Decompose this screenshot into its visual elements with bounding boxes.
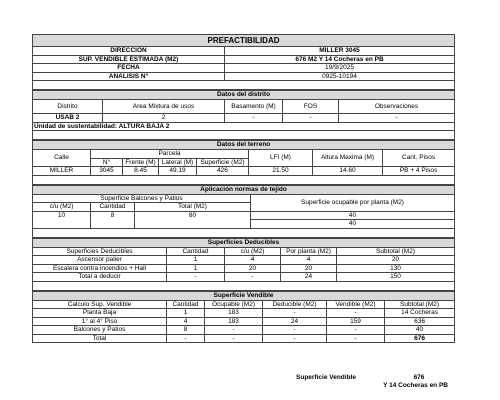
table-cell: Total <box>33 334 167 343</box>
deducibles-table <box>32 238 455 291</box>
table-cell: 183 <box>205 317 263 326</box>
column-header: N° <box>91 158 123 167</box>
table-row <box>33 309 455 318</box>
parcela-header: Parcela <box>91 150 249 159</box>
column-header: Total (M2) <box>135 203 251 212</box>
table-cell: - <box>327 309 385 318</box>
table-row <box>33 273 455 282</box>
column-header: Altura Maxima (M) <box>313 150 383 167</box>
table-cell: 130 <box>337 264 455 273</box>
table-cell: - <box>263 309 327 318</box>
table-cell: - <box>205 326 263 335</box>
summary-value: 19/9/2025 <box>225 64 455 73</box>
spacer <box>33 281 455 290</box>
terreno-table <box>32 140 455 185</box>
summary-label: FECHA <box>33 64 225 73</box>
distrito-table <box>32 90 455 140</box>
table-cell: - <box>283 114 339 123</box>
column-header: Cantidad <box>167 247 225 256</box>
section-band-distrito: Datos del distrito <box>33 91 455 100</box>
table-row <box>33 317 455 326</box>
table-row <box>33 334 455 343</box>
vendible-table <box>32 291 455 344</box>
balcones-header: Superficie Balcones y Patios <box>33 194 251 203</box>
spacer <box>32 373 268 382</box>
section-band-terreno: Datos del terreno <box>33 141 455 150</box>
table-cell: 676 <box>385 334 455 343</box>
spacer <box>33 228 455 237</box>
column-header: Distrito <box>33 100 103 114</box>
summary-value: MILLER 3045 <box>225 47 455 56</box>
column-header: Subtotal (M2) <box>337 247 455 256</box>
table-cell: Balcones y Patios <box>33 326 167 335</box>
column-header: c/u (M2) <box>33 203 91 212</box>
table-cell: 4 <box>225 256 281 265</box>
table-cell: 21.50 <box>249 167 313 176</box>
column-header: Observaciones <box>339 100 455 114</box>
table-row <box>33 264 455 273</box>
table-cell: MILLER <box>33 167 91 176</box>
column-header: Por planta (M2) <box>281 247 337 256</box>
column-header: Frente (M) <box>123 158 159 167</box>
table-cell: 40 <box>385 326 455 335</box>
table-cell: 426 <box>197 167 249 176</box>
table-cell: - <box>263 326 327 335</box>
table-cell: 20 <box>337 256 455 265</box>
table-cell: Total a deducir <box>33 273 167 282</box>
table-cell: 49.19 <box>159 167 197 176</box>
spacer <box>33 131 455 140</box>
table-cell: 1 <box>167 264 225 273</box>
table-cell: - <box>339 114 455 123</box>
footer-summary <box>32 373 454 390</box>
table-cell: PB + 4 Pisos <box>383 167 455 176</box>
column-header: Area Mixtura de usos <box>103 100 225 114</box>
summary-table <box>32 34 455 90</box>
spacer <box>33 175 455 184</box>
summary-label: SUP. VENDIBLE ESTIMADA (M2) <box>33 55 225 64</box>
table-cell: 8.45 <box>123 167 159 176</box>
column-header: Lateral (M) <box>159 158 197 167</box>
spacer <box>32 382 268 391</box>
column-header: FOS <box>283 100 339 114</box>
table-cell: 150 <box>337 273 455 282</box>
table-cell: 4 <box>167 317 205 326</box>
summary-label: ANALISIS N° <box>33 72 225 81</box>
table-cell: - <box>263 334 327 343</box>
table-row <box>33 326 455 335</box>
spacer <box>33 81 455 90</box>
table-cell: 159 <box>327 317 385 326</box>
table-cell: 10 <box>33 211 91 228</box>
footer-cocheras: Y 14 Cocheras en PB <box>383 382 448 389</box>
column-header: Basamento (M) <box>225 100 283 114</box>
column-header: Deducible (M2) <box>263 300 327 309</box>
prefactibilidad-sheet <box>32 34 454 343</box>
column-header: c/u (M2) <box>225 247 281 256</box>
table-cell: 1 <box>167 256 225 265</box>
column-header: Superficies Deducibles <box>33 247 167 256</box>
table-cell: 40 <box>251 211 455 220</box>
column-header: Superficie (M2) <box>197 158 249 167</box>
table-cell: 20 <box>281 264 337 273</box>
column-header: Cantidad <box>167 300 205 309</box>
table-cell: - <box>225 114 283 123</box>
table-cell: 40 <box>251 220 455 229</box>
table-cell: USAB 2 <box>33 114 103 123</box>
table-cell: 8 <box>91 211 135 228</box>
section-band-vendible: Superficie Vendible <box>33 291 455 300</box>
table-cell: 24 <box>263 317 327 326</box>
table-cell: Planta Baja <box>33 309 167 318</box>
table-cell: Escalera contra incendios + Hall <box>33 264 167 273</box>
page-title: PREFACTIBILIDAD <box>33 35 455 47</box>
table-cell: 8 <box>167 326 205 335</box>
column-header: Calle <box>33 150 91 167</box>
table-cell: 1 <box>167 309 205 318</box>
table-cell: 24 <box>281 273 337 282</box>
summary-value: 676 M2 Y 14 Cocheras en PB <box>225 55 455 64</box>
section-band-tejido: Aplicación normas de tejido <box>33 185 455 194</box>
tejido-table <box>32 185 455 238</box>
table-cell: - <box>167 273 225 282</box>
table-cell: 80 <box>135 211 251 228</box>
sustentabilidad-note: Unidad de sustentabilidad: ALTURA BAJA 2 <box>33 122 455 131</box>
column-header: Calculo Sup. Vendible <box>33 300 167 309</box>
column-header: Cantidad <box>91 203 135 212</box>
column-header: Ocupable (M2) <box>205 300 263 309</box>
table-cell: - <box>327 326 385 335</box>
table-cell: 183 <box>205 309 263 318</box>
table-row <box>33 256 455 265</box>
table-cell: Ascensor palier <box>33 256 167 265</box>
table-cell: 4 <box>281 256 337 265</box>
table-cell: 20 <box>225 264 281 273</box>
section-band-deducibles: Superficies Deducibles <box>33 238 455 247</box>
table-cell: 3045 <box>91 167 123 176</box>
column-header: LFI (M) <box>249 150 313 167</box>
table-cell: - <box>327 334 385 343</box>
ocupable-header: Superficie ocupable por planta (M2) <box>251 194 455 211</box>
column-header: Subtotal (M2) <box>385 300 455 309</box>
summary-value: 0925-10194 <box>225 72 455 81</box>
table-cell: 2 <box>103 114 225 123</box>
column-header: Vendible (M2) <box>327 300 385 309</box>
table-cell: 1° al 4° Piso <box>33 317 167 326</box>
footer-value: 676 <box>413 373 425 381</box>
table-cell: - <box>167 334 205 343</box>
table-cell: - <box>225 273 281 282</box>
summary-label: DIRECCION <box>33 47 225 56</box>
table-cell: 636 <box>385 317 455 326</box>
table-cell: 14 Cocheras <box>385 309 455 318</box>
column-header: Cant. Pisos <box>383 150 455 167</box>
footer-label: Superficie Vendible <box>296 373 356 381</box>
table-cell: - <box>205 334 263 343</box>
table-cell: 14.60 <box>313 167 383 176</box>
